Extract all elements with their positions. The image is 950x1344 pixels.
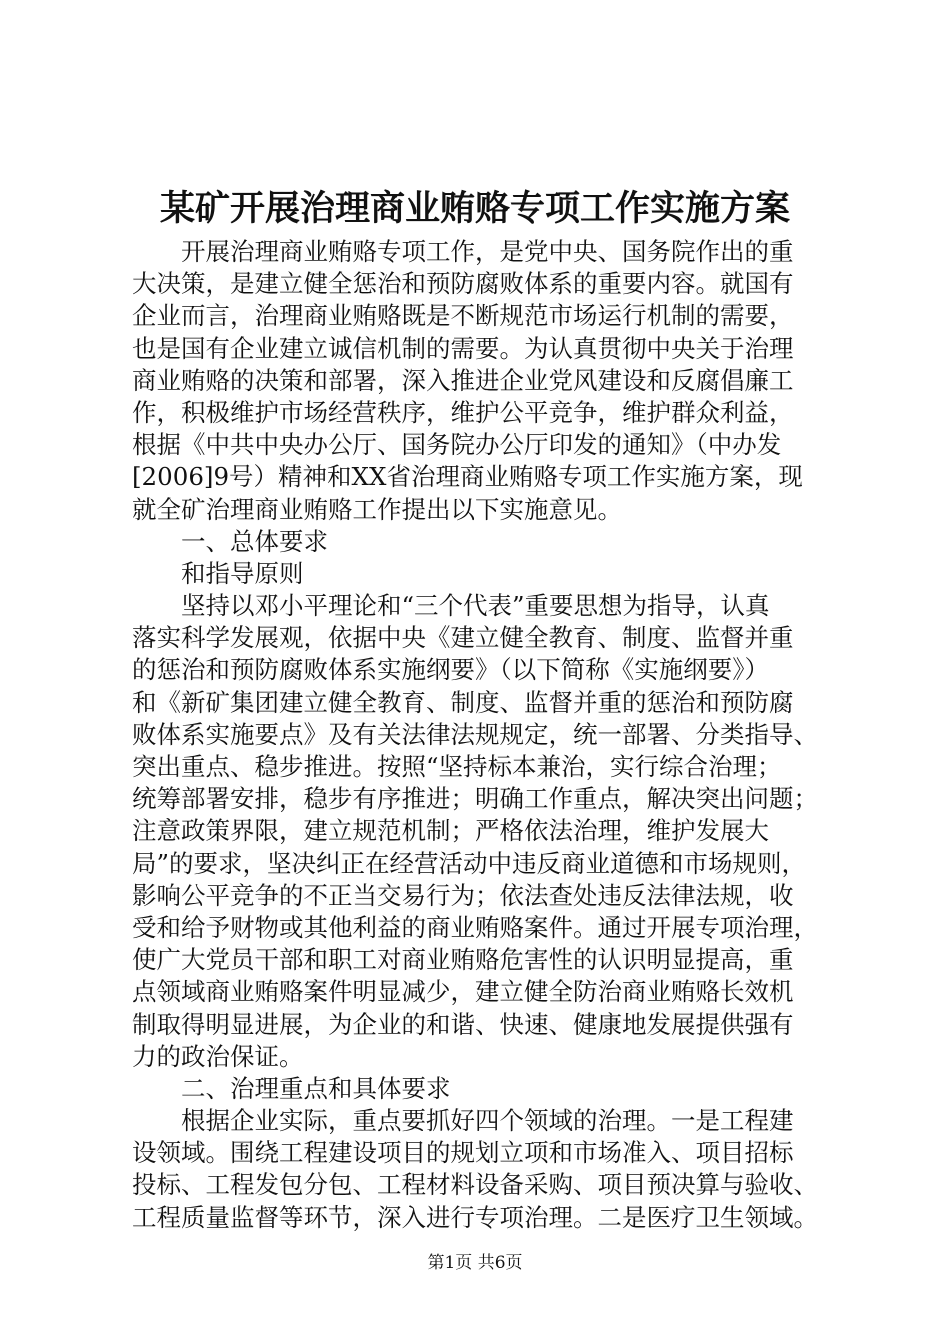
text-line: 工程质量监督等环节，深入进行专项治理。二是医疗卫生领域。 xyxy=(132,1202,818,1232)
text-line: 开展治理商业贿赂专项工作，是党中央、国务院作出的重 xyxy=(181,237,794,266)
text-line: 统筹部署安排，稳步有序推进；明确工作重点，解决突出问题； xyxy=(132,784,818,814)
text-line: 投标、工程发包分包、工程材料设备采购、项目预决算与验收、 xyxy=(132,1170,818,1200)
text-line: 就全矿治理商业贿赂工作提出以下实施意见。 xyxy=(132,494,622,524)
text-line: 企业而言，治理商业贿赂既是不断规范市场运行机制的需要， xyxy=(132,301,794,331)
text-line: 根据《中共中央办公厅、国务院办公厅印发的通知》（中办发 xyxy=(132,430,782,460)
text-line: 作，积极维护市场经营秩序，维护公平竞争，维护群众利益， xyxy=(132,397,794,427)
text-line: 和指导原则 xyxy=(181,558,304,588)
text-line: 败体系实施要点》及有关法律法规规定，统一部署、分类指导、 xyxy=(132,719,818,749)
text-line: 使广大党员干部和职工对商业贿赂危害性的认识明显提高，重 xyxy=(132,945,794,975)
text-line: 落实科学发展观，依据中央《建立健全教育、制度、监督并重 xyxy=(132,623,794,653)
document-body xyxy=(132,236,852,1234)
text-line: 力的政治保证。 xyxy=(132,1041,304,1071)
text-line: 和《新矿集团建立健全教育、制度、监督并重的惩治和预防腐 xyxy=(132,687,794,717)
text-line: 点领域商业贿赂案件明显减少，建立健全防治商业贿赂长效机 xyxy=(132,977,794,1007)
text-line: [2006]9号）精神和XX省治理商业贿赂专项工作实施方案，现 xyxy=(132,462,803,492)
page-footer: 第1页 共6页 xyxy=(427,1253,523,1273)
text-line: 突出重点、稳步推进。按照“坚持标本兼治，实行综合治理； xyxy=(132,752,782,781)
text-line: 二、治理重点和具体要求 xyxy=(181,1073,451,1103)
text-line: 局”的要求，坚决纠正在经营活动中违反商业道德和市场规则， xyxy=(132,848,807,878)
text-line: 影响公平竞争的不正当交易行为；依法查处违反法律法规，收 xyxy=(132,880,794,910)
document-title: 某矿开展治理商业贿赂专项工作实施方案 xyxy=(159,188,790,229)
text-line: 根据企业实际，重点要抓好四个领域的治理。一是工程建 xyxy=(181,1106,794,1136)
text-line: 注意政策界限，建立规范机制；严格依法治理，维护发展大 xyxy=(132,816,769,846)
text-line: 坚持以邓小平理论和“三个代表”重要思想为指导，认真 xyxy=(181,591,770,621)
text-line: 也是国有企业建立诚信机制的需要。为认真贯彻中央关于治理 xyxy=(132,333,794,363)
text-line: 设领域。围绕工程建设项目的规划立项和市场准入、项目招标 xyxy=(132,1138,794,1168)
text-line: 制取得明显进展，为企业的和谐、快速、健康地发展提供强有 xyxy=(132,1009,794,1039)
text-line: 大决策，是建立健全惩治和预防腐败体系的重要内容。就国有 xyxy=(132,269,794,299)
text-line: 一、总体要求 xyxy=(181,526,328,556)
text-line: 的惩治和预防腐败体系实施纲要》（以下简称《实施纲要》） xyxy=(132,655,769,685)
text-line: 商业贿赂的决策和部署，深入推进企业党风建设和反腐倡廉工 xyxy=(132,365,794,395)
text-line: 受和给予财物或其他利益的商业贿赂案件。通过开展专项治理， xyxy=(132,912,818,942)
